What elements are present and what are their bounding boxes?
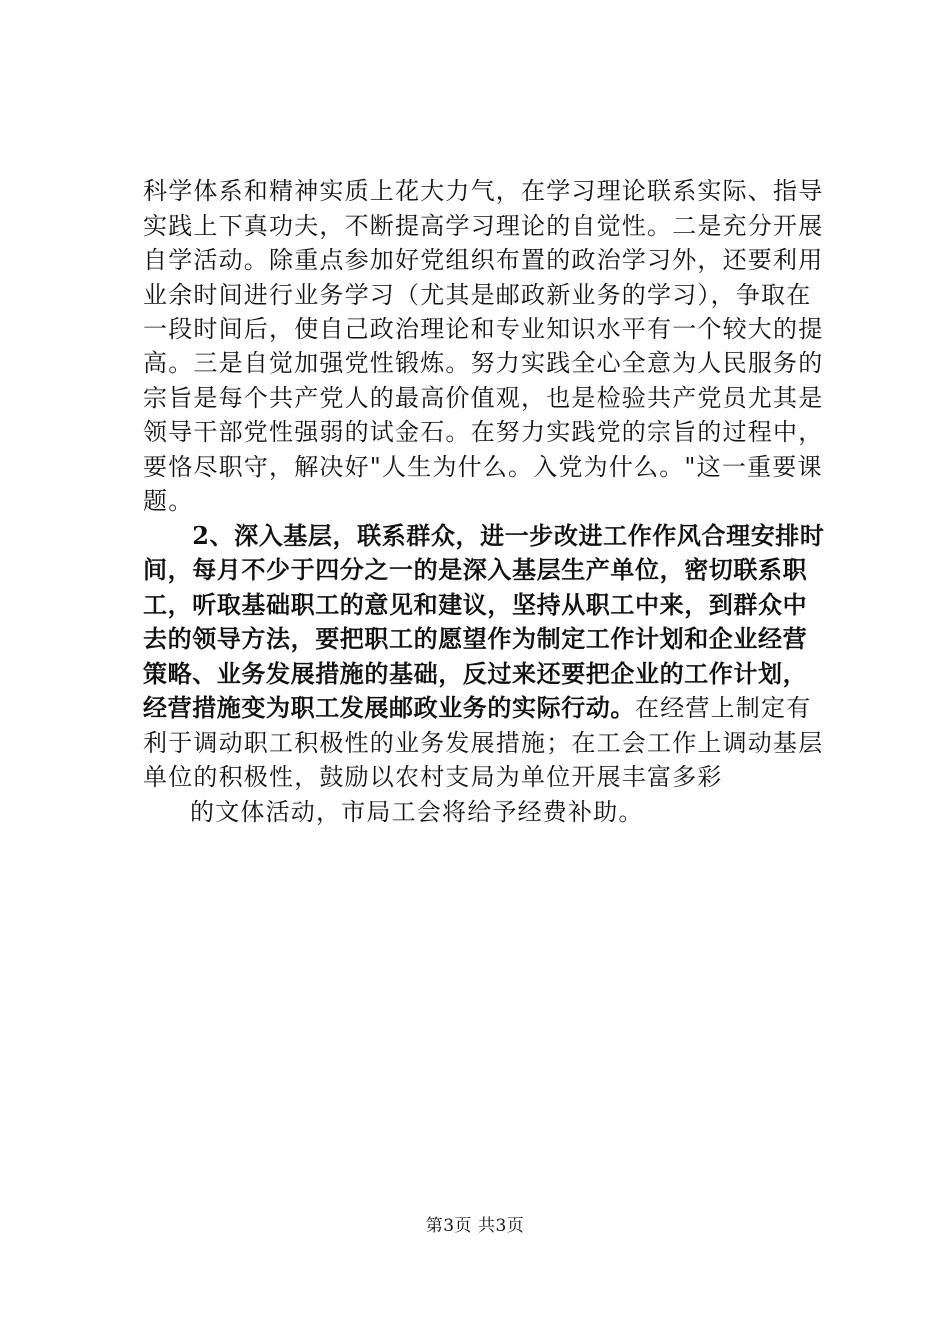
body-line: 单位的积极性，鼓励以农村支局为单位开展丰富多彩: [143, 763, 723, 791]
body-line: 自学活动。除重点参加好党组织布置的政治学习外，还要利用: [143, 246, 824, 274]
bold-line: 策略、业务发展措施的基础，反过来还要把企业的工作计划，: [143, 659, 808, 688]
body-line: 高。三是自觉加强党性锻炼。努力实践全心全意为人民服务的: [143, 349, 824, 377]
bold-line: 2、深入基层，联系群众，进一步改进工作作风合理安排时: [143, 521, 825, 550]
normal-segment: 在经营上制定有: [635, 694, 812, 722]
body-line: 科学体系和精神实质上花大力气，在学习理论联系实际、指导: [143, 177, 824, 205]
body-line: 利于调动职工积极性的业务发展措施；在工会工作上调动基层: [143, 729, 824, 757]
page-footer: 第3页 共3页: [425, 1216, 525, 1236]
body-line: 一段时间后，使自己政治理论和专业知识水平有一个较大的提: [143, 315, 824, 343]
body-line: 实践上下真功夫，不断提高学习理论的自觉性。二是充分开展: [143, 212, 824, 240]
body-line: 领导干部党性强弱的试金石。在努力实践党的宗旨的过程中，: [143, 418, 824, 446]
body-line: 要恪尽职守，解决好"人生为什么。入党为什么。"这一重要课: [143, 453, 823, 481]
bold-line: 去的领导方法，要把职工的愿望作为制定工作计划和企业经营: [143, 624, 808, 653]
mixed-line: [143, 693, 843, 723]
body-line: 业余时间进行业务学习（尤其是邮政新业务的学习），争取在: [143, 281, 812, 309]
body-line: 宗旨是每个共产党人的最高价值观，也是检验共产党员尤其是: [143, 384, 824, 412]
bold-segment: 经营措施变为职工发展邮政业务的实际行动。: [143, 693, 635, 722]
body-line: 的文体活动，市局工会将给予经费补助。: [190, 798, 644, 826]
body-line: 题。: [143, 487, 194, 515]
bold-line: 工，听取基础职工的意见和建议，坚持从职工中来，到群众中: [143, 590, 808, 619]
bold-line: 间，每月不少于四分之一的是深入基层生产单位，密切联系职: [143, 555, 808, 584]
